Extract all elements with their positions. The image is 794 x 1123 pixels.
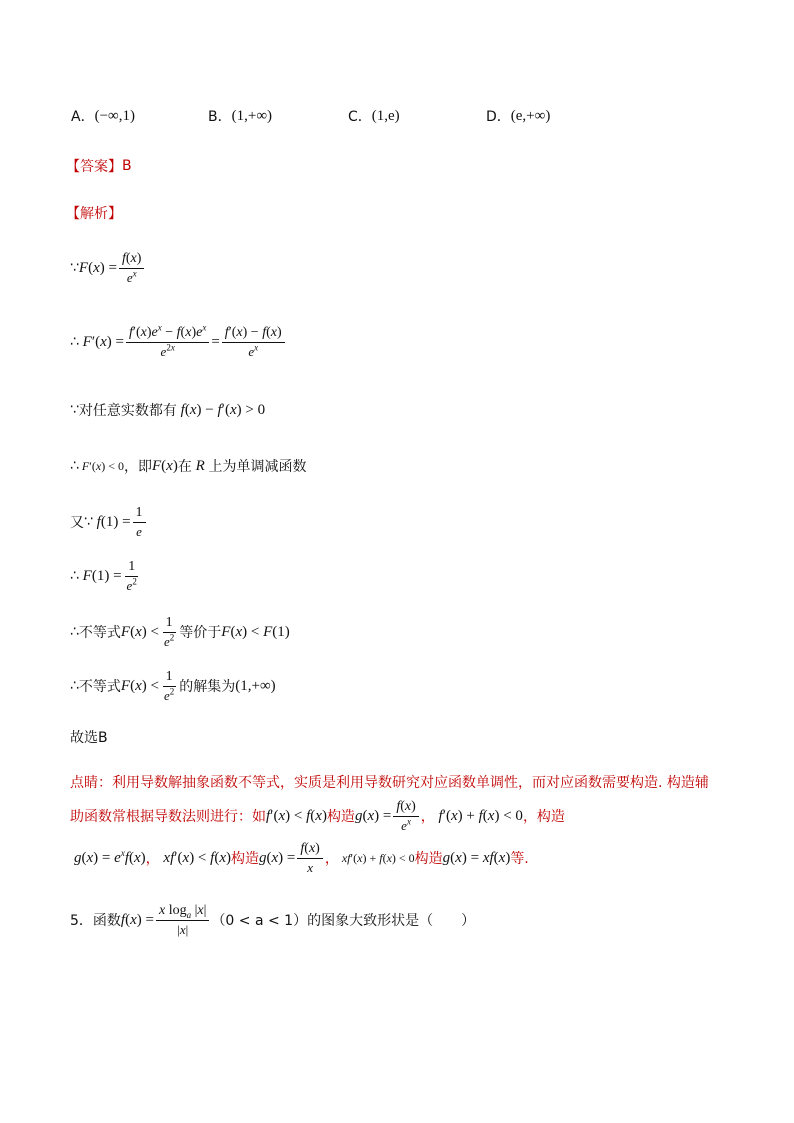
option-c-value: (1,e) [371, 107, 400, 124]
formula: f(x) = [120, 911, 154, 928]
answer-tag: 【答案】 [66, 159, 122, 175]
fraction: $\frac{1}{e^2}$ [163, 669, 175, 703]
fraction: $\frac{1}{e^2}$ [163, 615, 175, 649]
text: 构造 [414, 851, 443, 867]
text: 不等式 [78, 625, 121, 641]
formula: g(x) = xf(x) [442, 849, 511, 866]
option-a[interactable] [71, 106, 135, 126]
note-line-3 [74, 840, 529, 876]
conclusion: 故选B [70, 730, 108, 746]
text: ，构造 [522, 809, 565, 825]
formula: F(x) [151, 457, 178, 474]
because-symbol: ∵ [70, 402, 79, 418]
text: ， [324, 851, 339, 867]
therefore-symbol: ∴ [70, 678, 79, 694]
text: 在 [177, 459, 192, 475]
text: 助函数常根据导数法则进行：如 [70, 809, 266, 825]
therefore-symbol: ∴ [70, 568, 79, 584]
text: 等. [510, 851, 529, 867]
derivation-line-3 [70, 400, 265, 420]
formula: g(x) = [354, 807, 392, 824]
question-condition: （0 < a < 1）的图象大致形状是（ ） [211, 913, 476, 929]
formula: F(x) < [120, 677, 159, 694]
formula: (1,+∞) [235, 677, 276, 694]
note-line-1: 点睛：利用导数解抽象函数不等式，实质是利用导数研究对应函数单调性，而对应函数需要构造. 构造辅 [70, 775, 709, 791]
therefore-symbol: ∴ [70, 624, 79, 640]
text: 又 [70, 515, 84, 531]
option-b-label: B． [208, 109, 232, 125]
text: 对任意实数都有 [78, 403, 177, 419]
derivation-line-4 [70, 456, 307, 476]
equals: = [211, 333, 220, 350]
fraction: $\frac{x \log_a |x|}{|x|}$ [156, 902, 209, 938]
derivation-line-7 [70, 614, 290, 650]
derivation-line-8 [70, 668, 276, 704]
option-b-value: (1,+∞) [231, 107, 273, 124]
formula: xf′(x) + f(x) < 0 [341, 850, 415, 865]
formula: R [191, 457, 209, 474]
option-a-label: A． [71, 109, 95, 125]
question-5 [70, 902, 475, 938]
formula: F(x) = [78, 259, 117, 276]
formula: F′(x) = [82, 333, 125, 350]
text: ，即 [123, 459, 152, 475]
derivation-line-2 [70, 324, 287, 360]
fraction: $\frac{f(x)}{x}$ [297, 840, 322, 876]
formula: F(1) = [82, 567, 122, 584]
text: 等价于 [179, 625, 222, 641]
formula: xf′(x) < f(x) [163, 849, 231, 866]
derivation-line-6 [70, 558, 142, 594]
analysis-tag: 【解析】 [66, 206, 122, 222]
option-b[interactable] [208, 106, 272, 126]
formula: $g(x) = e^xf(x)$ [74, 847, 146, 866]
fraction: $\frac{f'(x) - f(x)}{e^x}$ [222, 324, 285, 360]
formula: F′(x) < 0 [81, 458, 124, 473]
fraction: $\frac{f(x)}{e^x}$ [119, 250, 144, 286]
formula: F(x) < F(1) [221, 623, 290, 640]
therefore-symbol: ∴ [70, 334, 79, 350]
formula: g(x) = [259, 849, 296, 866]
formula: f′(x) < f(x) [266, 807, 327, 824]
because-symbol: ∵ [84, 514, 93, 530]
text: ， [420, 809, 435, 825]
text: 的解集为 [179, 679, 236, 695]
text: 构造 [231, 851, 259, 867]
text: 上为单调减函数 [208, 459, 307, 475]
derivation-line-1 [70, 250, 146, 286]
option-c[interactable] [348, 106, 400, 126]
question-number: 5．函数 [70, 913, 121, 929]
formula: F(x) < [120, 623, 159, 640]
option-d-label: D． [486, 109, 511, 125]
fraction: $\frac{f'(x)e^x - f(x)e^x}{e^{2x}}$ [126, 324, 209, 360]
answer-line [66, 156, 132, 176]
option-d-value: (e,+∞) [510, 107, 551, 124]
formula: f(1) = [96, 513, 131, 530]
text: ， [145, 851, 160, 867]
fraction: $\frac{f(x)}{e^x}$ [393, 798, 418, 834]
derivation-line-5 [70, 504, 148, 540]
therefore-symbol: ∴ [70, 458, 79, 474]
option-a-value: (−∞,1) [94, 107, 135, 124]
text: 构造 [326, 809, 355, 825]
option-d[interactable] [486, 106, 550, 126]
because-symbol: ∵ [70, 260, 79, 276]
text: 不等式 [78, 679, 121, 695]
option-c-label: C． [348, 109, 372, 125]
answer-value: B [122, 158, 132, 174]
note-line-2 [70, 798, 565, 834]
formula: f′(x) + f(x) < 0 [438, 807, 523, 824]
formula: f(x) − f′(x) > 0 [180, 401, 266, 418]
fraction: $\frac{1}{e}$ [133, 504, 146, 540]
fraction: $\frac{1}{e^2}$ [126, 559, 137, 593]
